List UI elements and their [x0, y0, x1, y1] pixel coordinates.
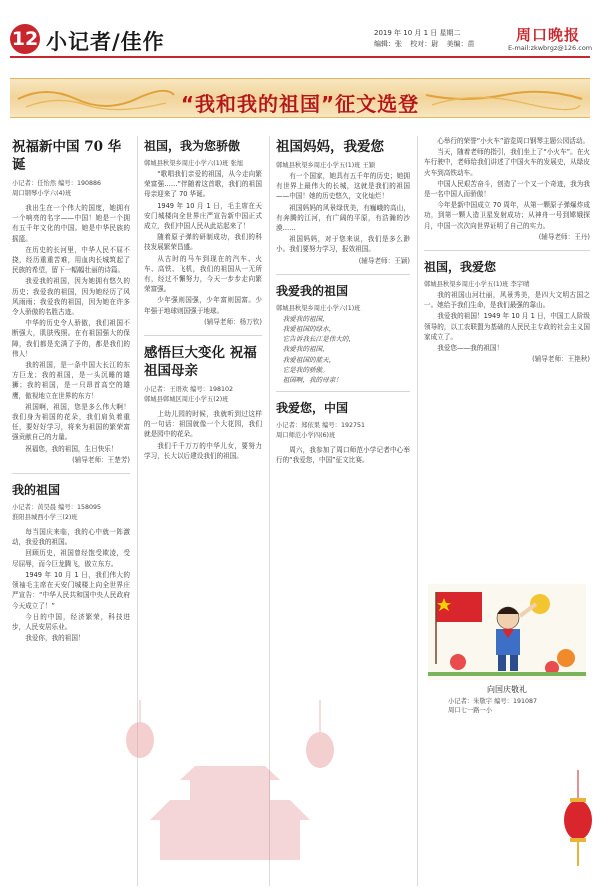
article-paragraph: 今日的中国，经济繁荣，科技进步，人民安居乐业。 [12, 612, 130, 631]
editor-credit: 编辑：张 [374, 40, 402, 48]
article-paragraph: 中华的历史令人骄傲，我们祖国不断强大，肌肤残照。在有祖国强大的保障，我们都是充满了予的，都是我们的伟人！ [12, 319, 130, 358]
article-a4 [144, 344, 262, 461]
staff-credits [374, 39, 480, 50]
poem-line: 它是我的骄傲。 [282, 365, 329, 374]
issue-date: 2019 年 10 月 1 日 星期二 [374, 29, 461, 37]
article-byline: 小记者：黄昊晨 编号：158095 [12, 504, 102, 512]
article-paragraph: 今年是新中国成立 70 周年，从第一颗原子弹爆炸成功，到第一颗人造卫星发射成功；从神舟一号到嫦娥探月，中国一次次向世界证明了自己的实力。 [424, 201, 590, 230]
article-paragraph: 祖国妈妈，对于您来说，我们是多么渺小。我们要努力学习，报效祖国。 [276, 235, 410, 254]
article-paragraph: 上幼儿园的时候，我就听到过这样的一句话：祖国就像一个大花园，我们就是园中的花朵。 [144, 410, 262, 439]
article-separator [276, 391, 410, 392]
article-paragraph: 我爱我的祖国，因为她拥有悠久的历史；我爱我的祖国，因为她经历了风风雨雨；我爱我的祖国，因为她在许多令人骄傲的名胜古迹。 [12, 277, 130, 317]
article-school: 周口师范小学四(6)班 [276, 432, 336, 440]
lantern-right-icon [560, 770, 596, 890]
article-title: 祖国，我爱您 [424, 260, 497, 275]
poem-line: 我爱我的祖国， [282, 345, 329, 354]
article-tutor: (辅导老师：杨万钦) [204, 317, 262, 326]
article-byline: 郸城县秋渠乡周庄小学六(1)班 [276, 304, 361, 312]
article-tutor: (辅导老师：王艳秋) [532, 355, 590, 364]
article-title: 祝福新中国 70 华诞 [12, 139, 122, 173]
article-title: 祖国妈妈，我爱您 [276, 139, 384, 155]
article-title: 祖国，我为您骄傲 [144, 139, 241, 153]
designer-credit: 美编：苗 [446, 40, 475, 48]
article-a1 [12, 138, 130, 465]
article-a9 [424, 259, 590, 364]
article-paragraph: 我爱我的祖国！1949 年 10 月 1 日，中国工人阶级领导的，以工农联盟为基础的人民民主专政的社会主义国家成立了。 [424, 312, 590, 341]
masthead [0, 0, 600, 62]
article-paragraph: 我爱你，我的祖国！ [25, 634, 85, 643]
article-separator [276, 274, 410, 275]
proof-credit: 校对：尉 [410, 40, 439, 48]
article-a2 [12, 482, 130, 643]
article-byline: 小记者：王语欢 编号：198102 [144, 386, 234, 394]
article-tutor: (辅导老师：王颖) [358, 256, 410, 265]
article-school: 郸城县郸城区周庄小学五(2)班 [144, 396, 229, 404]
article-paragraph: 在历史的长河里，中华人民不屈不挠，经历重重苦难，用血肉长城筑起了民族的希望，留下一幅幅壮丽的诗篇。 [12, 245, 130, 275]
article-paragraph: 我爱您——我的祖国！ [437, 344, 504, 353]
column-divider [417, 136, 418, 886]
article-title: 感悟巨大变化 祝福祖国母亲 [144, 345, 257, 380]
poem-line: 祖国啊，我的母亲！ [282, 376, 342, 385]
article-school: 淮阳县城西小学三(2)班 [12, 514, 78, 522]
article-separator [12, 473, 130, 474]
article-school: 周口钢琴小学六(4)班 [12, 190, 72, 197]
article-a5 [276, 138, 410, 266]
drawing-caption: 向国庆敬礼 [487, 685, 527, 694]
article-a6 [276, 283, 410, 385]
article-byline: 郸城县秋渠乡周庄小学六(1)班 张旭 [144, 160, 244, 167]
banner-title: “我和我的祖国”征文选登 [180, 92, 420, 116]
article-paragraph: 我的祖国山河壮丽，风景秀美，是四大文明古国之一。她给予我们生命，是我们最强的靠山。 [424, 291, 590, 310]
article-separator [144, 335, 262, 336]
header-rule [10, 56, 590, 58]
article-a8 [424, 136, 590, 242]
article-paragraph: 我们千千万万的中华儿女，要努力学习，长大以后建设我们的祖国。 [144, 441, 262, 460]
article-byline: 郸城县秋渠乡周庄小学五(1)班 李宇晴 [424, 281, 530, 289]
article-paragraph: 我的祖国，是一条中国大长江的东方巨龙；我的祖国，是一头沉睡的雄狮；我的祖国，是一只昂首高空的雄鹰，傲视地立在世界的东方！ [12, 361, 130, 400]
article-paragraph: 周六，我参加了周口师范小学记者中心举行的“我爱您，中国”征文比赛。 [276, 446, 410, 465]
child-drawing-salute [428, 584, 586, 680]
article-paragraph: 心举行的荣誉“小火车”游览周口钢琴主题公园活动。 [437, 137, 590, 145]
article-paragraph: 祖国啊，祖国，您是多么伟大啊！我们身为祖国的花朵，我们肩负着重任，要好好学习，将来为祖国的繁荣富强贡献自己的力量。 [12, 402, 130, 442]
article-byline: 小记者：任怡然 编号：190886 [12, 180, 102, 187]
poem-line: 它告诉我长江是伟大的， [282, 335, 356, 344]
article-paragraph: 回顾历史，祖国曾经饱受欺凌，受尽屈辱，而今巨龙腾飞，傲立东方。 [12, 549, 130, 568]
article-tutor: (辅导老师：王丹) [538, 232, 590, 241]
article-paragraph: 1949 年 10 月 1 日，我们伟大的领袖毛主席在天安门城楼上向全世界庄严宣告：“中华人民共和国中央人民政府今天成立了！” [12, 570, 130, 610]
article-paragraph: 祝福您，我的祖国，生日快乐！ [25, 444, 118, 453]
article-paragraph: 从古时的马车到现在的汽车、火车、高铁、飞机，我们的祖国从一无所有，经过不懈努力，今天一步步走向繁荣富强。 [144, 254, 262, 294]
brand-email[interactable]: E-mail:zkwbrgz@126.com [508, 44, 593, 52]
article-a3 [144, 138, 262, 327]
article-title: 我的祖国 [12, 483, 61, 498]
page-number-badge: 12 [10, 24, 40, 54]
article-byline: 小记者：郑依果 编号：192751 [276, 422, 366, 430]
drawing-school: 周口七一路一小 [448, 707, 493, 714]
article-byline: 郸城县秋渠乡周庄小学五(1)班 王颖 [276, 162, 376, 169]
article-paragraph: 中国人民艰苦奋斗，创造了一个又一个奇迹，我为我是一名中国人而骄傲！ [424, 179, 590, 199]
article-tutor: (辅导老师：王楚芳) [72, 455, 130, 464]
article-separator [424, 250, 590, 251]
contest-banner [10, 78, 590, 118]
article-paragraph: 随着原子弹的研制成功，我们的科技发展繁荣昌盛。 [144, 233, 262, 252]
article-paragraph: 有一个国家，她具有五千年的历史；她拥有世界上最伟大的长城，这就是我们的祖国——中国！她的历史悠久，文化灿烂！ [276, 172, 410, 201]
article-paragraph: 1949 年 10 月 1 日，毛主席在天安门城楼向全世界庄严宣告新中国正式成立，我们中国人民从此站起来了！ [144, 201, 262, 231]
brand-logo: 周口晚报 [516, 26, 581, 44]
article-paragraph: 我出生在一个伟大的国度，她拥有一个响亮的名字——中国！她是一个拥有五千年文化的中国。她是中华民族的摇篮。 [12, 204, 130, 243]
lantern-decoration-icon [100, 700, 360, 890]
article-paragraph: 祖国妈妈的风景绿优美，有巍峨的高山，有奔腾的江河，有广阔的平原，有浩瀚的沙漠…… [276, 203, 410, 233]
article-paragraph: 当天，随着老师的指引，我们坐上了“小火车”。在火车行驶中，老师给我们讲述了中国火车的发展史，从绿皮火车到高铁动车。 [424, 148, 590, 177]
article-a7 [276, 400, 410, 465]
poem-line: 我爱我的祖国， [282, 314, 329, 323]
poem-line: 我爱祖国的绿水， [282, 325, 336, 334]
article-paragraph: 每当国庆来临，我的心中就一阵激动，我爱我的祖国。 [12, 528, 130, 547]
section-title: 小记者/佳作 [46, 30, 165, 54]
article-paragraph: “歌唱我们亲爱的祖国，从今走向繁荣富强……”伴随着这首歌，我们的祖国母亲迎来了 70 华诞。 [144, 170, 262, 199]
header-meta [374, 28, 480, 50]
article-title: 我爱我的祖国 [276, 283, 349, 298]
drawing-credit [448, 697, 537, 715]
drawing-byline: 小记者：朱敬宇 编号：191087 [448, 698, 538, 705]
article-paragraph: 少年强则国强，少年富则国富。少年强于地球则国强于地球。 [144, 296, 262, 315]
article-title: 我爱您，中国 [276, 401, 349, 416]
poem-line: 我爱祖国的蓝天， [282, 355, 336, 364]
